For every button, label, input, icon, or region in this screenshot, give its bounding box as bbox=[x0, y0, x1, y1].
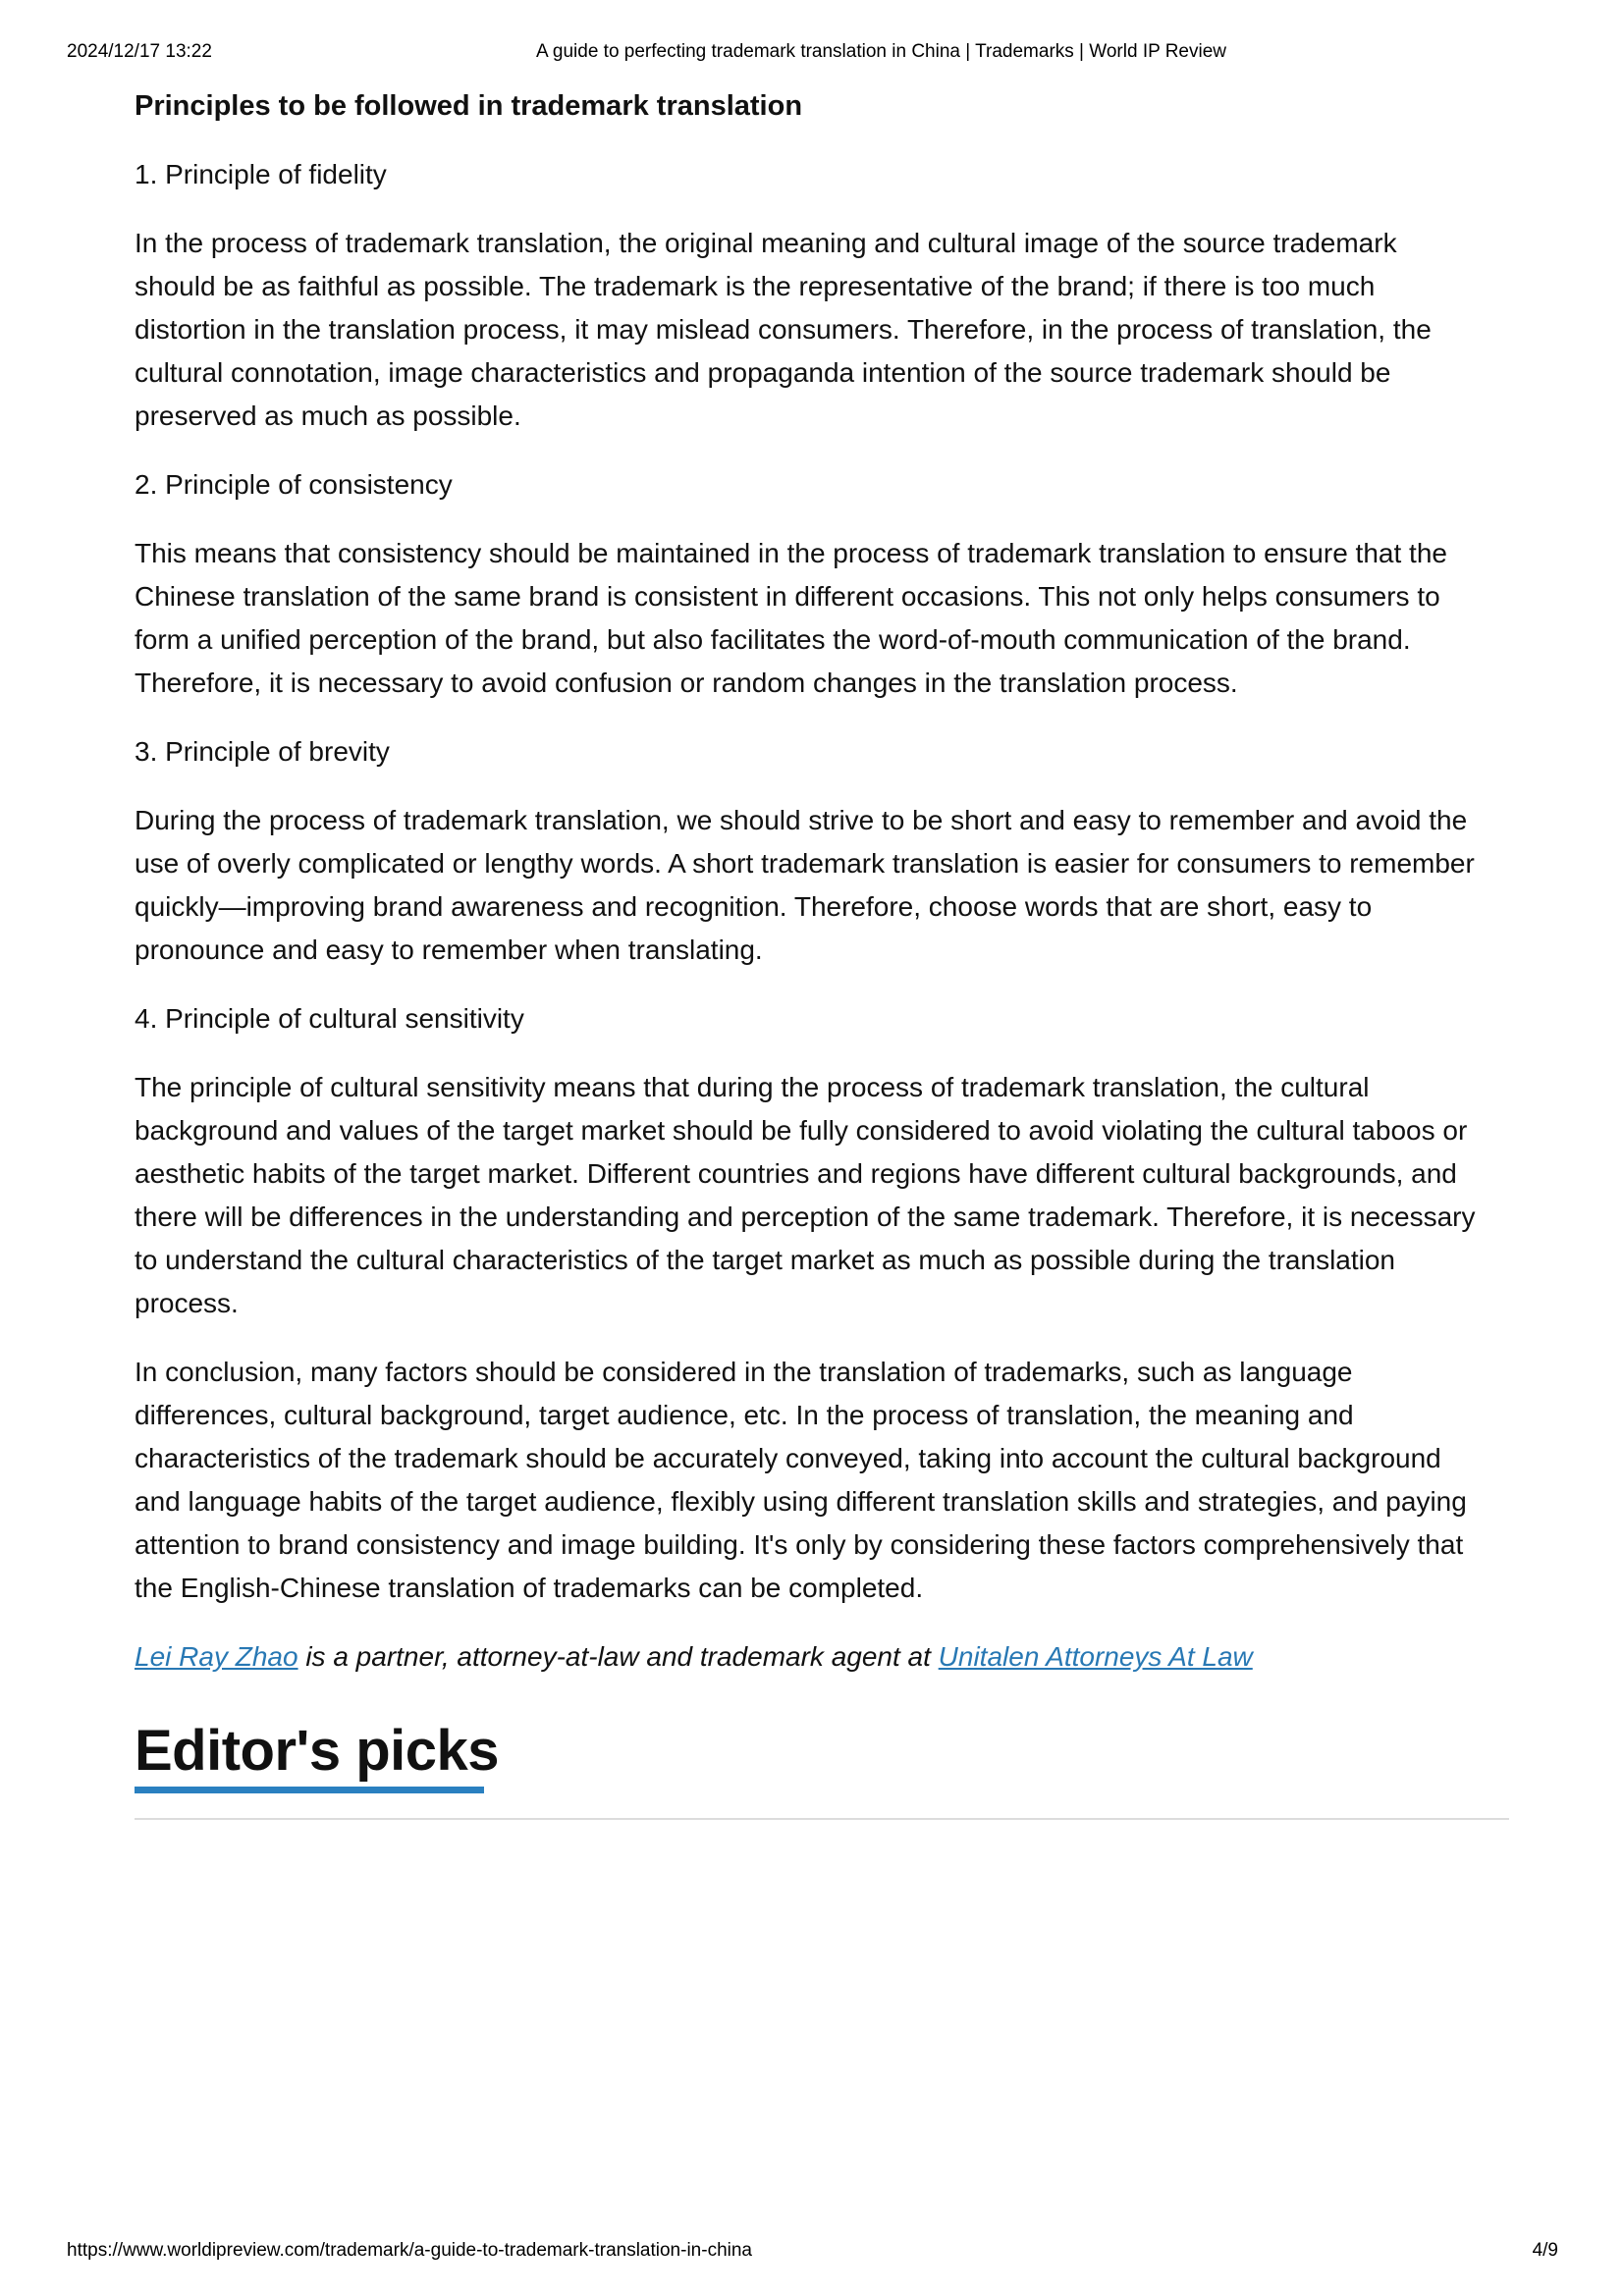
section-divider-rule bbox=[135, 1818, 1509, 1820]
print-header-title: A guide to perfecting trademark translation in China | Trademarks | World IP Review bbox=[536, 41, 1226, 62]
subsection-heading-cultural-sensitivity: 4. Principle of cultural sensitivity bbox=[135, 1003, 524, 1034]
paragraph-cultural-sensitivity: The principle of cultural sensitivity means that during the process of trademark translation, the cultural background and values of the target market should be fully considered to avoid violating the cultural taboos or aesthetic habits of the target market. Different countries and regions have different cultural backgrounds, and there will be differences in the understanding and perception of the same trademark. Therefore, it is necessary to understand the cultural characteristics of the target market as much as possible during the translation process. bbox=[135, 1072, 1476, 1318]
subsection-heading-fidelity: 1. Principle of fidelity bbox=[135, 159, 387, 189]
paragraph-conclusion: In conclusion, many factors should be considered in the translation of trademarks, such as language differences, cultural background, target audience, etc. In the process of translation, the meaning and characteristics of the trademark should be accurately conveyed, taking into account the cultural background and language habits of the target audience, flexibly using different translation skills and strategies, and paying attention to brand consistency and image building. It's only by considering these factors comprehensively that the English-Chinese translation of trademarks can be completed. bbox=[135, 1357, 1467, 1603]
editors-picks-section bbox=[135, 1719, 1480, 1820]
author-link[interactable]: Lei Ray Zhao bbox=[135, 1641, 298, 1672]
paragraph-brevity: During the process of trademark translation, we should strive to be short and easy to remember and avoid the use of overly complicated or lengthy words. A short trademark translation is easier for consumers to remember quickly—improving brand awareness and recognition. Therefore, choose words that are short, easy to pronounce and easy to remember when translating. bbox=[135, 805, 1475, 965]
article-body bbox=[135, 84, 1480, 1820]
subsection-heading-consistency: 2. Principle of consistency bbox=[135, 469, 453, 500]
print-footer-page-indicator: 4/9 bbox=[1532, 2240, 1558, 2261]
editors-picks-heading: Editor's picks bbox=[135, 1719, 500, 1783]
author-byline bbox=[135, 1635, 1480, 1679]
print-footer-url: https://www.worldipreview.com/trademark/a-guide-to-trademark-translation-in-china bbox=[67, 2240, 752, 2261]
heading-accent-underline bbox=[135, 1787, 484, 1793]
paragraph-consistency: This means that consistency should be maintained in the process of trademark translation to ensure that the Chinese translation of the same brand is consistent in different occasions. This not only helps consumers to form a unified perception of the brand, but also facilitates the word-of-mouth communication of the brand. Therefore, it is necessary to avoid confusion or random changes in the translation process. bbox=[135, 538, 1447, 698]
section-heading: Principles to be followed in trademark translation bbox=[135, 90, 803, 122]
author-byline-text: is a partner, attorney-at-law and trademark agent at bbox=[298, 1641, 939, 1672]
paragraph-fidelity: In the process of trademark translation, the original meaning and cultural image of the source trademark should be as faithful as possible. The trademark is the representative of the brand; if there is too much distortion in the translation process, it may mislead consumers. Therefore, in the process of translation, the cultural connotation, image characteristics and propaganda intention of the source trademark should be preserved as much as possible. bbox=[135, 228, 1432, 431]
subsection-heading-brevity: 3. Principle of brevity bbox=[135, 736, 390, 767]
print-header-datetime: 2024/12/17 13:22 bbox=[67, 41, 212, 62]
firm-link[interactable]: Unitalen Attorneys At Law bbox=[938, 1641, 1253, 1672]
